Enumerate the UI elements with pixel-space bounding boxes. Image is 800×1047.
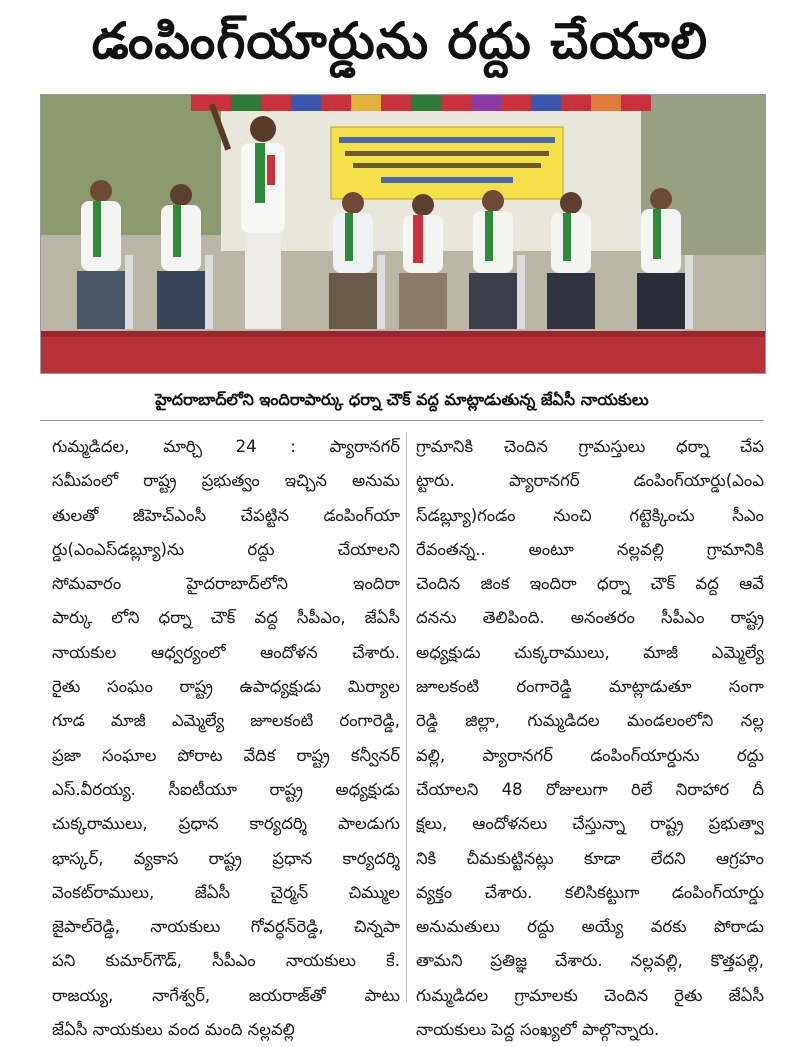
protest-banner xyxy=(331,127,563,199)
article-line: జూలకంటి రంగారెడ్డి మాట్లాడుతూ సంగా xyxy=(416,677,764,697)
article-line: నాయకులు పెద్ద సంఖ్యలో పాల్గొన్నారు. xyxy=(416,1020,660,1040)
article-column-left xyxy=(52,430,400,1047)
protest-photo-illustration xyxy=(41,95,765,373)
article-line: దనను తెలిపింది. అనంతరం సీపీఎం రాష్ట్ర xyxy=(416,608,764,628)
article-line: సోమవారం హైదరాబాద్‌లోని ఇందిరా xyxy=(52,574,400,594)
article-line: వల్లి, ప్యారానగర్ డంపింగ్‌యార్డును రద్దు xyxy=(416,745,764,765)
article-line: పని కుమార్‌గౌడ్, సీపీఎం నాయకులు కే. xyxy=(52,951,400,971)
article-line: చెందిన జింక ఇందిరా ధర్నా చౌక్ వద్ద ఆవే xyxy=(416,574,764,594)
column-divider xyxy=(406,432,407,1002)
article-line: జైపాల్‌రెడ్డి, నాయకులు గోవర్ధన్‌రెడ్డి, చిన్నపా xyxy=(52,917,400,937)
news-photo xyxy=(40,94,766,374)
photo-caption: హైదరాబాద్‌లోని ఇందిరాపార్కు ధర్నా చౌక్ వద్ద మాట్లాడుతున్న జేఏసీ నాయకులు xyxy=(155,390,649,409)
article-line: గుమ్మడిదల గ్రామాలకు చెందిన రైతు జేఏసీ xyxy=(416,985,764,1005)
article-line: ర్డు(ఎంఎస్‌డబ్ల్యూ)ను రద్దు చేయాలని xyxy=(52,539,400,559)
article-line: రాజయ్య, నాగేశ్వర్, జయరాజ్‌తో పాటు xyxy=(52,985,400,1005)
article-line: భాస్కర్, వ్యకాస రాష్ట్ర ప్రధాన కార్యదర్శి xyxy=(52,848,400,868)
article-line: గుమ్మడిదల, మార్చి 24 : ప్యారానగర్ xyxy=(52,437,400,456)
article-line: వెంకట్‌రాములు, జేఏసీ చైర్మన్ చిమ్ముల xyxy=(52,882,400,902)
article-line: క్షలు, ఆందోళనలు చేస్తున్నా రాష్ట్ర ప్రభుత్వా xyxy=(416,814,764,834)
article-line: రైతు సంఘం రాష్ట్ర ఉపాధ్యక్షుడు మిర్యాల xyxy=(52,677,400,697)
article-line: గూడ మాజీ ఎమ్మెల్యే జూలకంటి రంగారెడ్డి, xyxy=(52,711,400,731)
article-line: తామని ప్రతిజ్ఞ చేశారు. నల్లవల్లి, కొత్తపల్లి, xyxy=(416,951,764,971)
article-line: గ్రామానికి చెందిన గ్రామస్తులు ధర్నా చేప xyxy=(416,437,764,456)
article-line: నాయకుల ఆధ్వర్యంలో ఆందోళన చేశారు. xyxy=(52,642,400,662)
article-line: స్‌డబ్ల్యూ)గండం నుంచి గట్టెక్కించు సీఎం xyxy=(416,505,764,525)
article-line: జేఏసీ నాయకులు వంద మంది నల్లవల్లి xyxy=(52,1020,295,1040)
caption-divider xyxy=(40,420,764,421)
article-line: ప్రజా సంఘాల పోరాట వేదిక రాష్ట్ర కన్వీనర్ xyxy=(52,745,400,765)
article-column-right xyxy=(416,430,764,1047)
article-line: ఎస్.వీరయ్య. సీఐటీయూ రాష్ట్ర అధ్యక్షుడు xyxy=(52,779,400,799)
article-line: అనుమతులు రద్దు అయ్యే వరకు పోరాడు xyxy=(416,917,764,937)
article-line: వ్యక్తం చేశారు. కలిసికట్టుగా డంపింగ్‌యార్డు xyxy=(416,882,764,902)
article-line: చుక్కరాములు, ప్రధాన కార్యదర్శి పాలడుగు xyxy=(52,814,400,834)
article-line: చేయాలని 48 రోజులుగా రిలే నిరాహార దీ xyxy=(416,779,764,799)
article-line: పార్కు లోని ధర్నా చౌక్ వద్ద సీపీఎం, జేఏసీ xyxy=(52,608,400,628)
headline: డంపింగ్‌యార్డును రద్దు చేయాలి xyxy=(91,12,709,70)
article-line: అధ్యక్షుడు చుక్కరాములు, మాజీ ఎమ్మెల్యే xyxy=(416,642,764,662)
article-line: ట్టారు. ప్యారానగర్ డంపింగ్‌యార్డు(ఎంఎ xyxy=(416,471,764,491)
article-line: రెడ్డి జిల్లా, గుమ్మడిదల మండలంలోని నల్ల xyxy=(416,711,764,731)
article-line: రేవంతన్న.. అంటూ నల్లవల్లి గ్రామానికి xyxy=(416,539,764,559)
article-line: సమీపంలో రాష్ట్ర ప్రభుత్వం ఇచ్చిన అనుమ xyxy=(52,471,400,491)
article-line: తులతో జీహెచ్ఎంసీ చేపట్టిన డంపింగ్‌యా xyxy=(52,505,400,525)
article-line: నికి చీమకుట్టినట్లు కూడా లేదని ఆగ్రహం xyxy=(416,848,764,868)
